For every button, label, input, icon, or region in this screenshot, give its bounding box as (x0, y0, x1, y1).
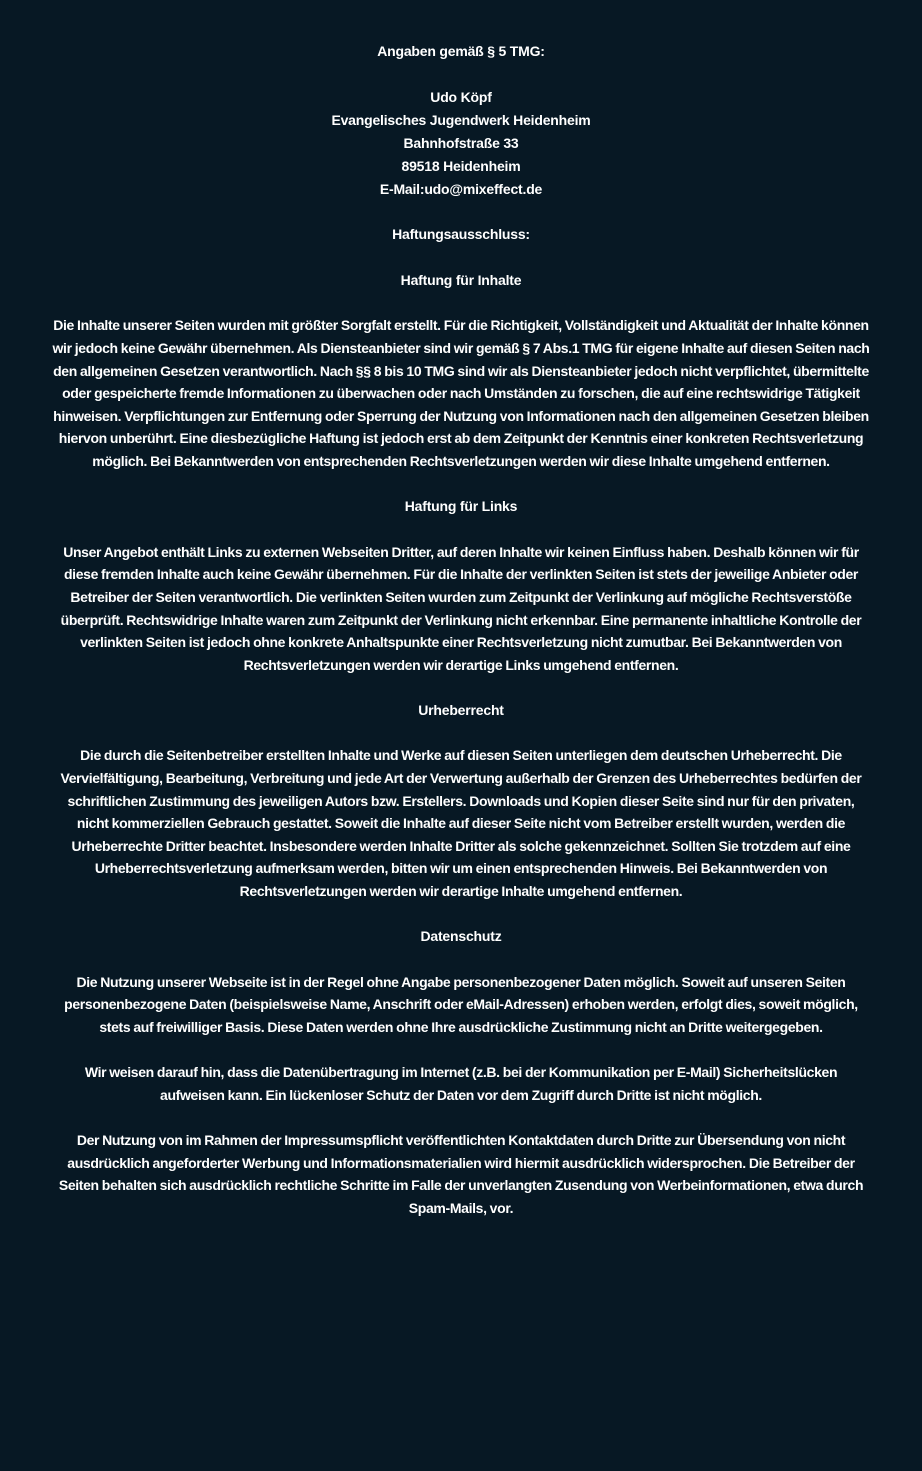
spacer (52, 903, 870, 926)
copyright-title: Urheberrecht (418, 701, 504, 718)
content-liability-text: Die Inhalte unserer Seiten wurden mit größter Sorgfalt erstellt. Für die Richtigkeit, Vollständigkeit und Aktualität der Inhalte können wir jedoch keine Gewähr übernehmen. Als Diensteanbieter sind wir gemäß § 7 Abs.1 TMG für eigene Inhalte auf diesen Seiten nach den allgemeinen Gesetzen verantwortlich. Nach §§ 8 bis 10 TMG sind wir als Diensteanbieter jedoch nicht verpflichtet, übermittelte oder gespeicherte fremde Informationen zu überwachen oder nach Umständen zu forschen, die auf eine rechtswidrige Tätigkeit hinweisen. Verpflichtungen zur Entfernung oder Sperrung der Nutzung von Informationen nach den allgemeinen Gesetzen bleiben hiervon unberührt. Eine diesbezügliche Haftung ist jedoch erst ab dem Zeitpunkt der Kenntnis einer konkreten Rechtsverletzung möglich. Bei Bekanntwerden von entsprechenden Rechtsverletzungen werden wir diese Inhalte umgehend entfernen. (52, 317, 870, 469)
imprint-title: Angaben gemäß § 5 TMG: (377, 43, 545, 59)
spacer (52, 292, 870, 315)
privacy-text-3: Der Nutzung von im Rahmen der Impressumspflicht veröffentlichten Kontaktdaten durch Dritte zur Übersendung von nicht ausdrücklich angeforderter Werbung und Informationsmaterialien wird hiermit ausdrücklich widersprochen. Die Betreiber der Seiten behalten sich ausdrücklich rechtliche Schritte im Falle der unverlangten Zusendung von Werbeinformationen, etwa durch Spam-Mails, vor. (58, 1131, 864, 1216)
privacy-text-2: Wir weisen darauf hin, dass die Datenübertragung im Internet (z.B. bei der Kommunikation per E-Mail) Sicherheitslücken aufweisen kann. Ein lückenloser Schutz der Daten vor dem Zugriff durch Dritte ist nicht möglich. (84, 1064, 838, 1103)
contact-block (52, 86, 870, 201)
spacer (52, 63, 870, 86)
link-liability-title: Haftung für Links (404, 498, 518, 515)
privacy-text-1: Die Nutzung unserer Webseite ist in der Regel ohne Angabe personenbezogener Daten möglich. Soweit auf unseren Seiten personenbezogene Daten (beispielsweise Name, Anschrift oder eMail-Adressen) erhoben werden, erfolgt dies, soweit möglich, stets auf freiwilliger Basis. Diese Daten werden ohne Ihre ausdrückliche Zustimmung nicht an Dritte weitergegeben. (64, 973, 858, 1035)
contact-organization: Evangelisches Jugendwerk Heidenheim (331, 111, 591, 128)
contact-street: Bahnhofstraße 33 (403, 134, 519, 151)
copyright-text: Die durch die Seitenbetreiber erstellten Inhalte und Werke auf diesen Seiten unterliegen dem deutschen Urheberrecht. Die Vervielfältigung, Bearbeitung, Verbreitung und jede Art der Verwertung außerhalb der Grenzen des Urheberrechtes bedürfen der schriftlichen Zustimmung des jeweiligen Autors bzw. Erstellers. Downloads und Kopien dieser Seite sind nur für den privaten, nicht kommerziellen Gebrauch gestattet. Soweit die Inhalte auf dieser Seite nicht vom Betreiber erstellt wurden, werden die Urheberrechte Dritter beachtet. Insbesondere werden Inhalte Dritter als solche gekennzeichnet. Sollten Sie trotzdem auf eine Urheberrechtsverletzung aufmerksam werden, bitten wir um einen entsprechenden Hinweis. Bei Bekanntwerden von Rechtsverletzungen werden wir derartige Inhalte umgehend entfernen. (60, 747, 862, 900)
spacer (52, 676, 870, 699)
spacer (52, 1039, 870, 1062)
contact-name: Udo Köpf (430, 88, 492, 105)
spacer (52, 246, 870, 269)
spacer (52, 201, 870, 224)
privacy-title: Datenschutz (420, 928, 502, 945)
contact-city: 89518 Heidenheim (401, 157, 521, 174)
spacer (52, 948, 870, 971)
spacer (52, 473, 870, 496)
spacer (52, 722, 870, 745)
link-liability-text: Unser Angebot enthält Links zu externen Webseiten Dritter, auf deren Inhalte wir keinen Einfluss haben. Deshalb können wir für diese fremden Inhalte auch keine Gewähr übernehmen. Für die Inhalte der verlinkten Seiten ist stets der jeweilige Anbieter oder Betreiber der Seiten verantwortlich. Die verlinkten Seiten wurden zum Zeitpunkt der Verlinkung auf mögliche Rechtsverstöße überprüft. Rechtswidrige Inhalte waren zum Zeitpunkt der Verlinkung nicht erkennbar. Eine permanente inhaltliche Kontrolle der verlinkten Seiten ist jedoch ohne konkrete Anhaltspunkte einer Rechtsverletzung nicht zumutbar. Bei Bekanntwerden von Rechtsverletzungen werden wir derartige Links umgehend entfernen. (60, 543, 862, 673)
contact-email[interactable]: E-Mail:udo@mixeffect.de (379, 180, 543, 197)
disclaimer-title: Haftungsausschluss: (392, 226, 530, 243)
spacer (52, 1106, 870, 1129)
spacer (52, 518, 870, 541)
content-liability-title: Haftung für Inhalte (400, 271, 522, 288)
